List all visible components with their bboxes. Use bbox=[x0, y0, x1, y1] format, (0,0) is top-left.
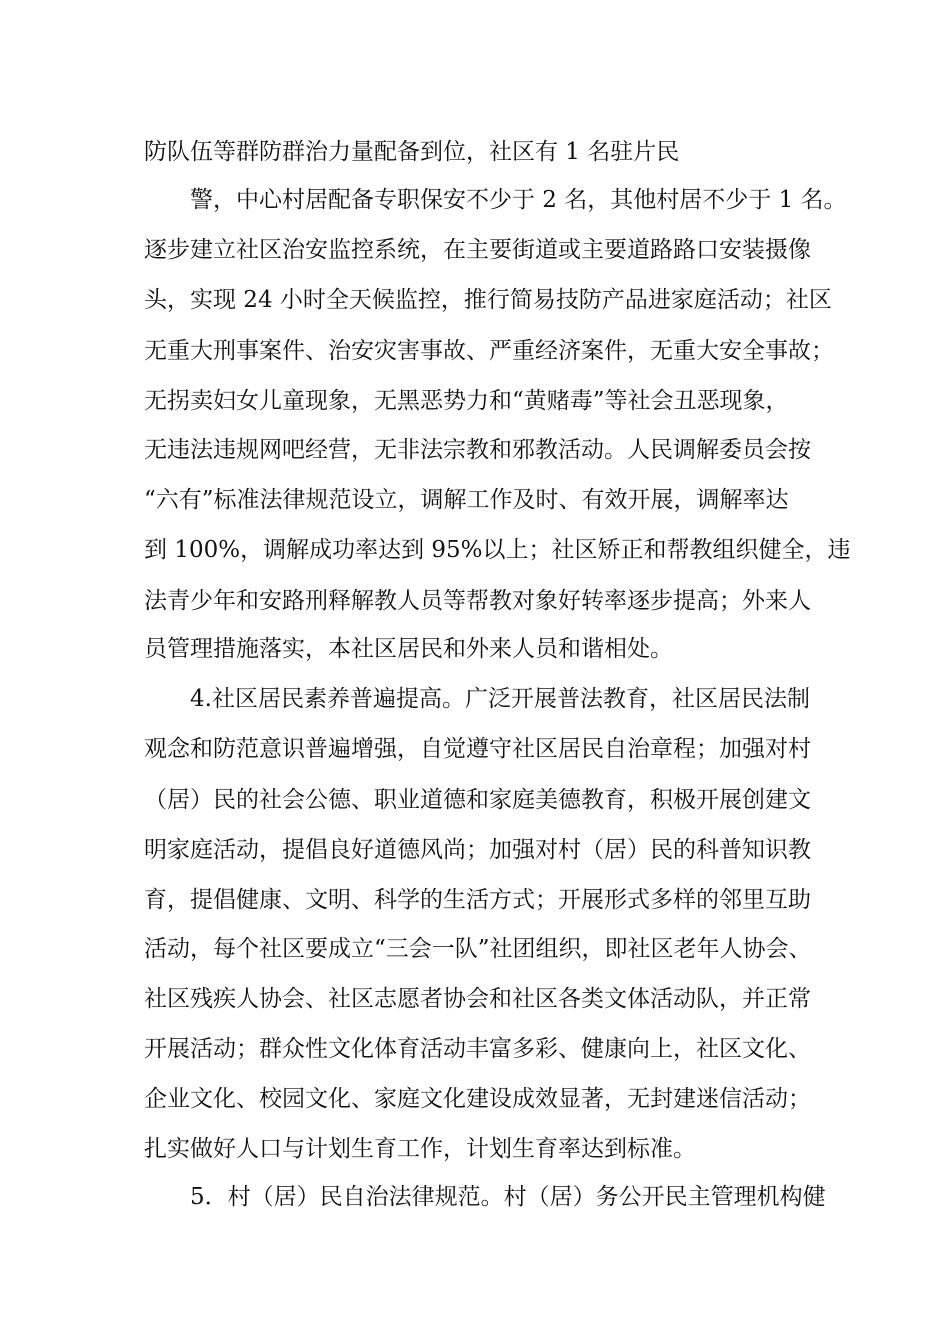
text-line-5: 无重大刑事案件、治安灾害事故、严重经济案件，无重大安全事故； bbox=[144, 338, 834, 364]
text-line-9: 到 100%，调解成功率达到 95%以上；社区矫正和帮教组织健全，违 bbox=[144, 537, 851, 563]
text-line-12: 4.社区居民素养普遍提高。广泛开展普法教育，社区居民法制 bbox=[190, 686, 810, 712]
text-line-8: “六有”标准法律规范设立，调解工作及时、有效开展，调解率达 bbox=[144, 487, 789, 513]
text-line-17: 活动，每个社区要成立“三会一队”社团组织，即社区老年人协会、 bbox=[144, 936, 812, 962]
text-line-10: 法青少年和安路刑释解教人员等帮教对象好转率逐步提高；外来人 bbox=[144, 588, 811, 614]
text-line-14: （居）民的社会公德、职业道德和家庭美德教育，积极开展创建文 bbox=[144, 787, 811, 813]
text-line-7: 无违法违规网吧经营，无非法宗教和邪教活动。人民调解委员会按 bbox=[144, 437, 811, 463]
text-line-20: 企业文化、校园文化、家庭文化建设成效显著，无封建迷信活动； bbox=[144, 1086, 811, 1112]
text-line-11: 员管理措施落实，本社区居民和外来人员和谐相处。 bbox=[144, 636, 673, 662]
text-line-19: 开展活动；群众性文化体育活动丰富多彩、健康向上，社区文化、 bbox=[144, 1036, 811, 1062]
text-line-21: 扎实做好人口与计划生育工作，计划生育率达到标准。 bbox=[144, 1136, 696, 1162]
text-line-6: 无拐卖妇女儿童现象，无黑恶势力和“黄赌毒”等社会丑恶现象， bbox=[144, 388, 789, 414]
text-line-13: 观念和防范意识普遍增强，自觉遵守社区居民自治章程；加强对村 bbox=[144, 736, 811, 762]
text-line-2: 警，中心村居配备专职保安不少于 2 名，其他村居不少于 1 名。 bbox=[190, 187, 847, 213]
text-line-15: 明家庭活动，提倡良好道德风尚；加强对村（居）民的科普知识教 bbox=[144, 837, 811, 863]
text-line-3: 逐步建立社区治安监控系统，在主要街道或主要道路路口安装摄像 bbox=[144, 237, 811, 263]
text-line-1: 防队伍等群防群治力量配备到位，社区有 1 名驻片民 bbox=[144, 139, 680, 165]
text-line-22: 5．村（居）民自治法律规范。村（居）务公开民主管理机构健 bbox=[190, 1184, 826, 1210]
text-line-4: 头，实现 24 小时全天候监控，推行简易技防产品进家庭活动；社区 bbox=[144, 287, 832, 313]
text-line-18: 社区残疾人协会、社区志愿者协会和社区各类文体活动队，并正常 bbox=[144, 986, 811, 1012]
text-line-16: 育，提倡健康、文明、科学的生活方式；开展形式多样的邻里互助 bbox=[144, 887, 811, 913]
